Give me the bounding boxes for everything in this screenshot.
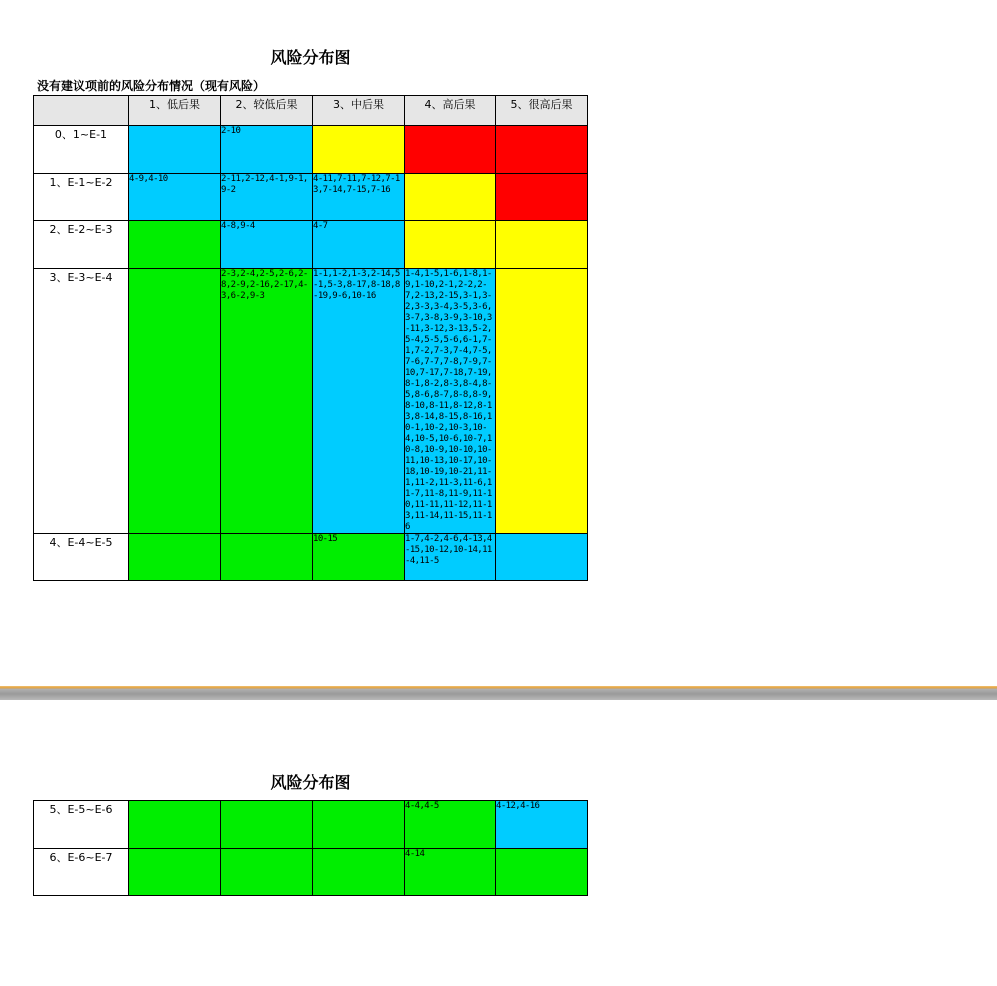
row-header: 3、E-3~E-4 [34,269,129,534]
risk-cell [129,126,221,174]
risk-cell: 4-4,4-5 [405,801,496,849]
risk-matrix-table [33,95,588,581]
table-subtitle: 没有建议项前的风险分布情况（现有风险） [37,79,266,93]
page-title: 风险分布图 [270,773,351,792]
risk-cell: 2-11,2-12,4-1,9-1,9-2 [221,174,313,221]
header-row [34,96,588,126]
risk-cell [496,174,588,221]
row-header: 1、E-1~E-2 [34,174,129,221]
column-header: 4、高后果 [405,96,496,126]
page-title: 风险分布图 [270,48,351,67]
table-row [34,126,588,174]
row-header: 5、E-5~E-6 [34,801,129,849]
risk-cell [129,221,221,269]
risk-cell: 4-7 [313,221,405,269]
risk-cell [496,534,588,581]
risk-cell: 4-8,9-4 [221,221,313,269]
risk-cell: 4-11,7-11,7-12,7-13,7-14,7-15,7-16 [313,174,405,221]
risk-cell [313,801,405,849]
risk-cell [221,534,313,581]
row-header: 6、E-6~E-7 [34,849,129,896]
risk-cell [496,849,588,896]
table-row [34,269,588,534]
risk-cell [405,126,496,174]
table-row [34,534,588,581]
risk-cell: 1-1,1-2,1-3,2-14,5-1,5-3,8-17,8-18,8-19,9-6,10-16 [313,269,405,534]
table-row [34,849,588,896]
corner-cell [34,96,129,126]
row-header: 2、E-2~E-3 [34,221,129,269]
table-row [34,221,588,269]
risk-cell [496,269,588,534]
row-header: 0、1~E-1 [34,126,129,174]
risk-cell [221,849,313,896]
row-header: 4、E-4~E-5 [34,534,129,581]
risk-matrix-table-continued [33,800,588,896]
table-row [34,801,588,849]
risk-cell: 10-15 [313,534,405,581]
risk-cell [129,801,221,849]
risk-cell [405,221,496,269]
risk-cell: 1-7,4-2,4-6,4-13,4-15,10-12,10-14,11-4,11-5 [405,534,496,581]
risk-cell: 4-9,4-10 [129,174,221,221]
risk-cell: 4-14 [405,849,496,896]
risk-cell: 2-3,2-4,2-5,2-6,2-8,2-9,2-16,2-17,4-3,6-2,9-3 [221,269,313,534]
page-divider [0,686,997,700]
risk-cell: 4-12,4-16 [496,801,588,849]
risk-cell [221,801,313,849]
risk-cell [313,849,405,896]
column-header: 2、较低后果 [221,96,313,126]
risk-cell [129,269,221,534]
column-header: 5、很高后果 [496,96,588,126]
risk-cell [129,849,221,896]
table-row [34,174,588,221]
column-header: 3、中后果 [313,96,405,126]
risk-cell [496,126,588,174]
risk-cell [405,174,496,221]
risk-cell [496,221,588,269]
risk-cell [129,534,221,581]
column-header: 1、低后果 [129,96,221,126]
risk-cell: 1-4,1-5,1-6,1-8,1-9,1-10,2-1,2-2,2-7,2-13,2-15,3-1,3-2,3-3,3-4,3-5,3-6,3-7,3-8,3-9,3-10,3-11,3-12,3-13,5-2,5-4,5-5,5-6,6-1,7-1,7-2,7-3,7-4,7-5,7-6,7-7,7-8,7-9,7-10,7-17,7-18,7-19,8-1,8-2,8-3,8-4,8-5,8-6,8-7,8-8,8-9,8-10,8-11,8-12,8-13,8-14,8-15,8-16,10-1,10-2,10-3,10-4,10-5,10-6,10-7,10-8,10-9,10-10,10-11,10-13,10-17,10-18,10-19,10-21,11-1,11-2,11-3,11-6,11-7,11-8,11-9,11-10,11-11,11-12,11-13,11-14,11-15,11-16 [405,269,496,534]
risk-cell [313,126,405,174]
risk-cell: 2-10 [221,126,313,174]
